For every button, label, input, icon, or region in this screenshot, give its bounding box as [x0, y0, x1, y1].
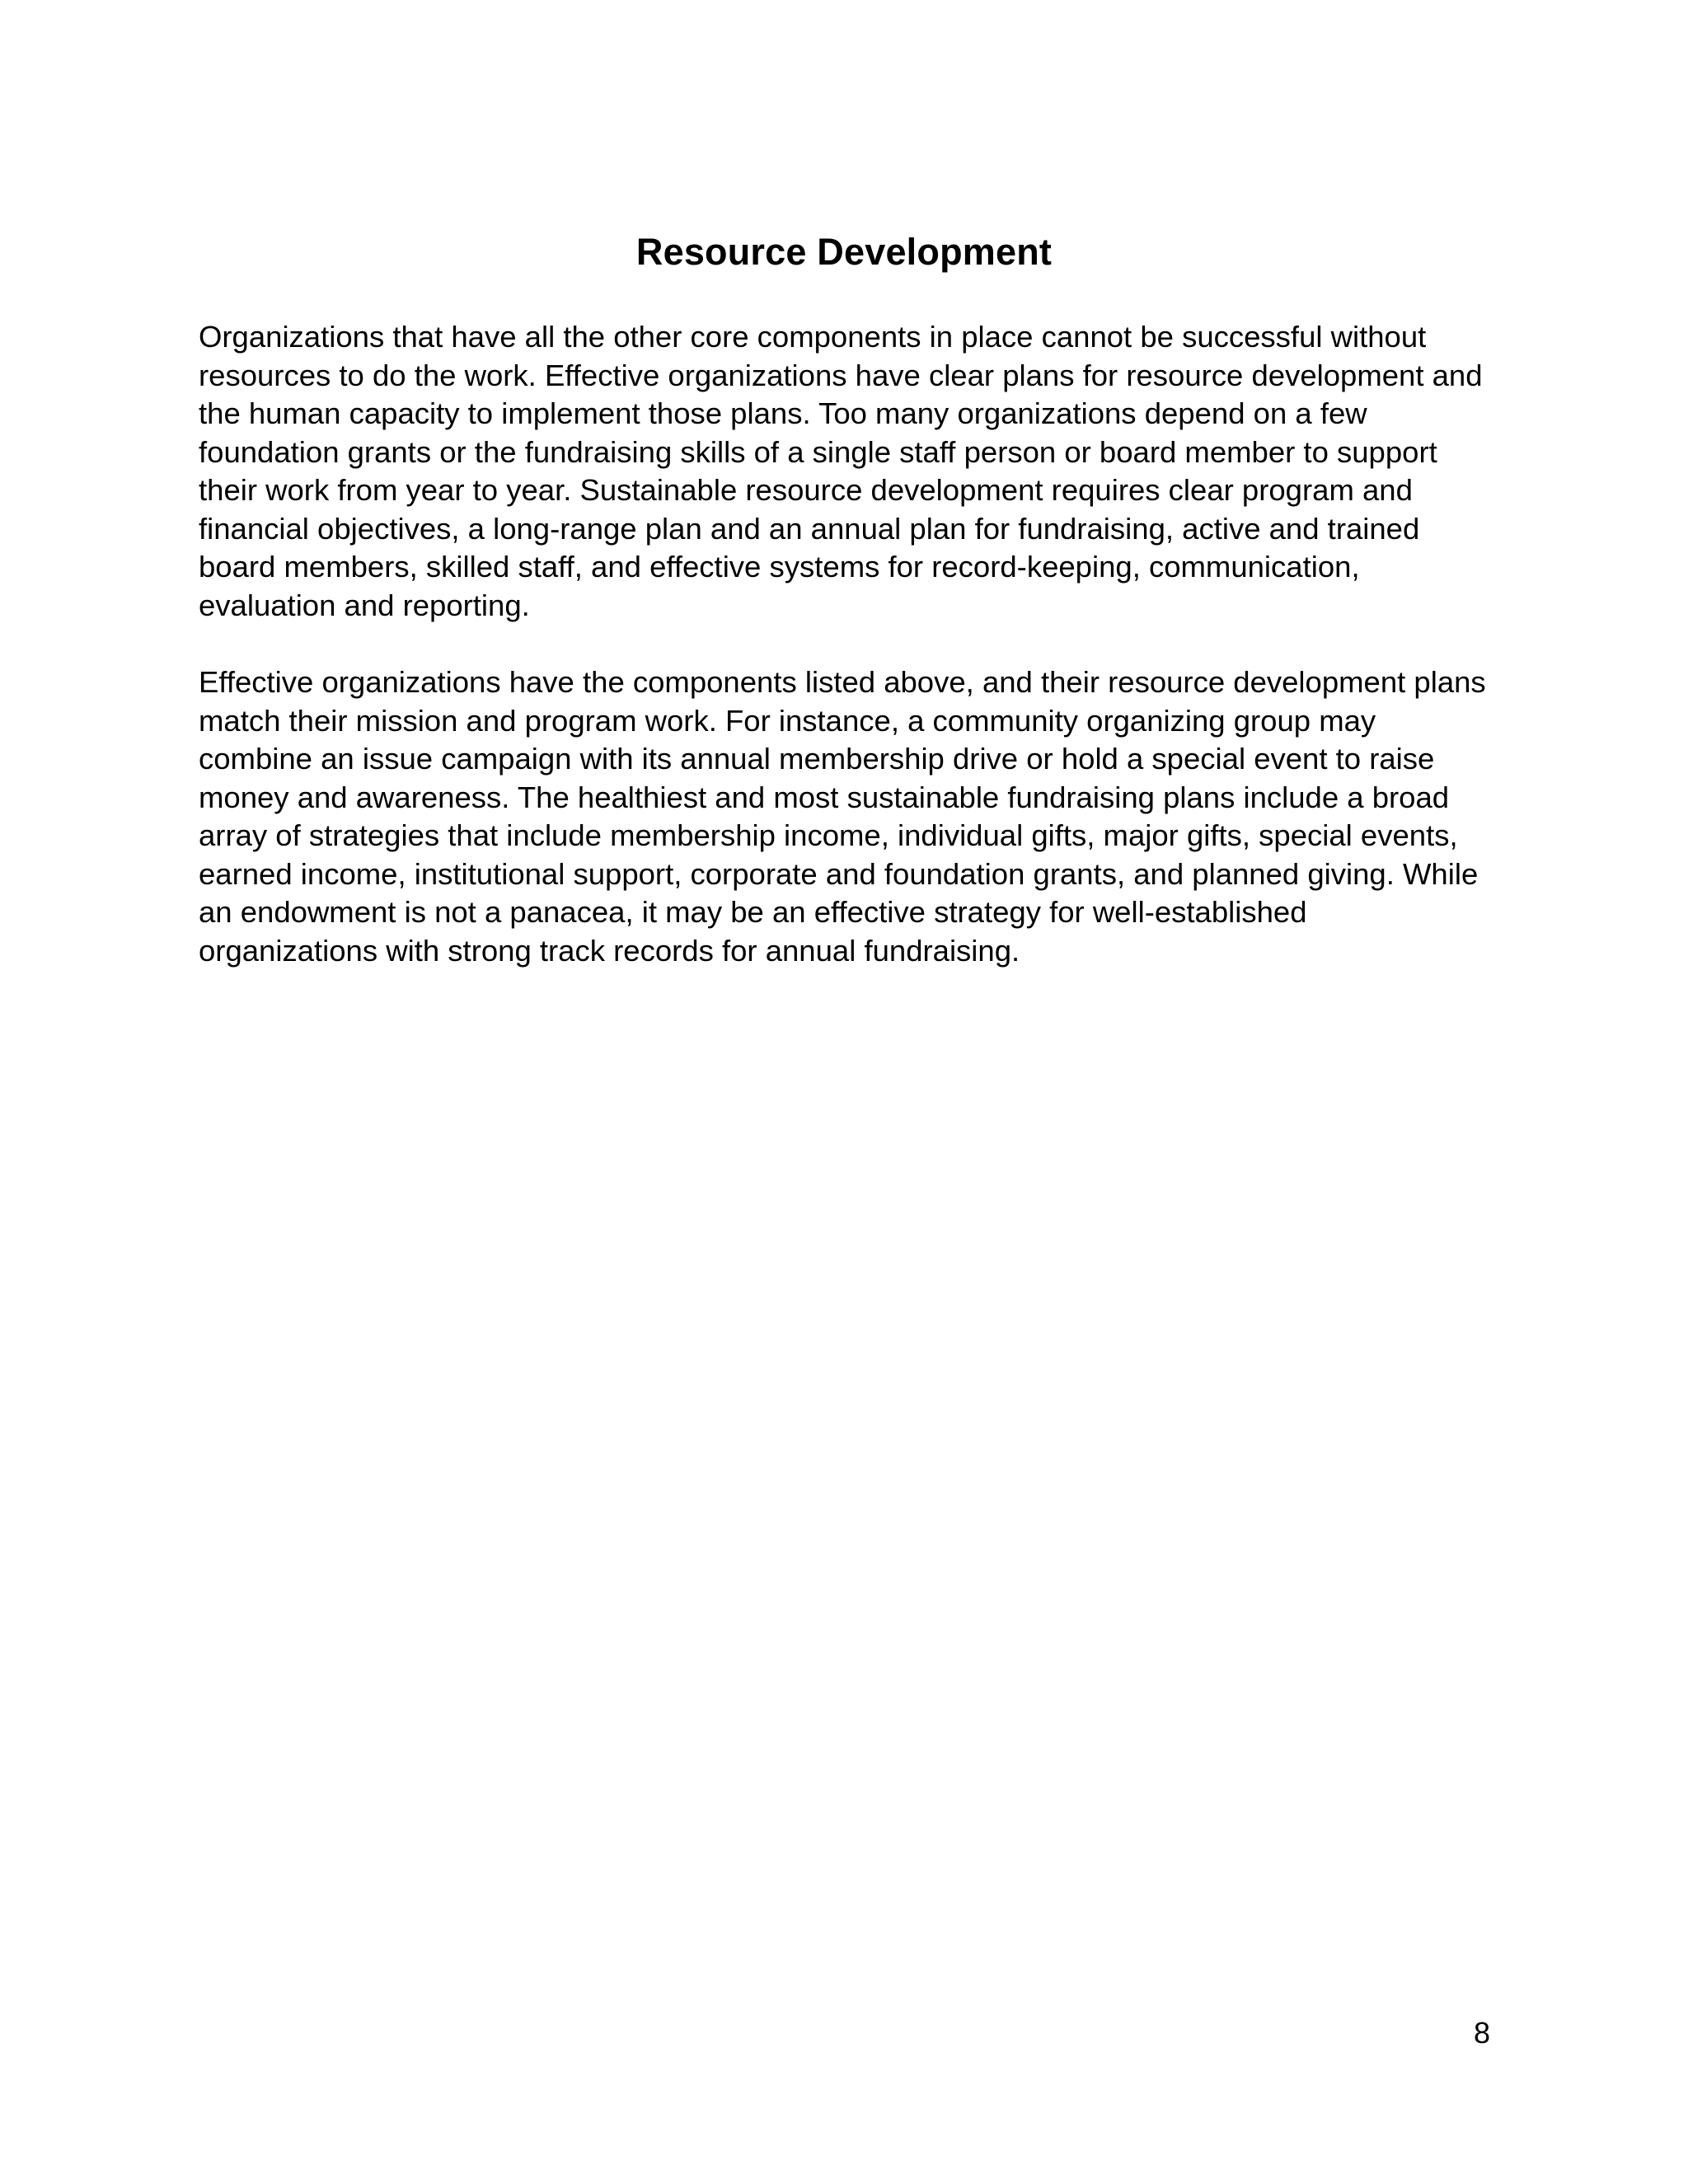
paragraph-2: Effective organizations have the components listed above, and their resource development plans match their mission and program work. For instance, a community organizing group may combine an issue campaign with its annual membership drive or hold a special event to raise money and awareness. The healthiest and most sustainable fundraising plans include a broad array of strategies that include membership income, individual gifts, major gifts, special events, earned income, institutional support, corporate and foundation grants, and planned giving. While an endowment is not a panacea, it may be an effective strategy for well-established organizations with strong track records for annual fundraising. [199, 665, 1486, 968]
paragraph-1: Organizations that have all the other core components in place cannot be successful without resources to do the work. Effective organizations have clear plans for resource development and the human capacity to implement those plans. Too many organizations depend on a few foundation grants or the fundraising skills of a single staff person or board member to support their work from year to year. Sustainable resource development requires clear program and financial objectives, a long-range plan and an annual plan for fundraising, active and trained board members, skilled staff, and effective systems for record-keeping, communication, evaluation and reporting. [199, 320, 1483, 622]
page-number: 8 [1473, 2016, 1490, 2050]
section-heading: Resource Development [635, 231, 1053, 273]
